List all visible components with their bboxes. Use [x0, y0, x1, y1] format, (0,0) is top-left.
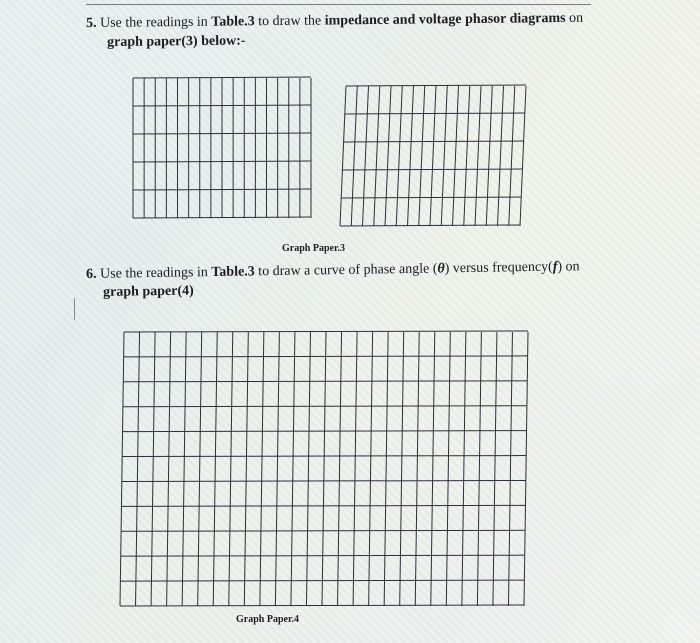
grid-vertical-line: [338, 332, 342, 606]
grid-vertical-line: [213, 332, 217, 606]
grid-horizontal-line: [122, 456, 526, 457]
grid-vertical-line: [431, 332, 435, 606]
question-5-line-1: [86, 11, 583, 31]
question-5-number: 5.: [86, 15, 97, 31]
q6-f-symbol: f: [552, 259, 558, 275]
top-rule: [86, 4, 591, 5]
grid-vertical-line: [396, 86, 402, 226]
grid-vertical-line: [260, 332, 264, 606]
grid-vertical-line: [415, 332, 419, 606]
grid-vertical-line: [167, 332, 171, 606]
grid-horizontal-line: [122, 480, 526, 481]
grid-vertical-line: [400, 332, 404, 606]
grid-vertical-line: [524, 332, 528, 606]
grid-vertical-line: [446, 332, 450, 606]
q6-table-ref: Table.3: [211, 264, 255, 281]
grid-vertical-line: [430, 86, 436, 226]
grid-vertical-line: [291, 332, 295, 606]
grid-horizontal-line: [133, 189, 311, 190]
grid-horizontal-line: [121, 530, 525, 531]
grid-horizontal-line: [133, 217, 311, 218]
grid-vertical-line: [353, 332, 357, 606]
grid-vertical-line: [351, 86, 357, 226]
grid-vertical-line: [275, 332, 279, 606]
grid-vertical-line: [120, 332, 124, 606]
grid-vertical-line: [509, 86, 515, 226]
grid-vertical-line: [151, 332, 155, 606]
grid-vertical-line: [198, 332, 202, 606]
grid-horizontal-line: [133, 105, 311, 106]
grid-vertical-line: [498, 86, 504, 226]
grid-horizontal-line: [133, 77, 311, 78]
grid-horizontal-line: [346, 85, 526, 86]
graph-paper-4-caption: Graph Paper.4: [236, 614, 299, 625]
grid-horizontal-line: [121, 505, 525, 506]
grid-vertical-line: [462, 332, 466, 606]
graph-paper-3-right-grid: [346, 86, 530, 228]
grid-horizontal-line: [133, 161, 311, 162]
question-5-line-2: [107, 34, 246, 50]
q5-text-a: Use the readings in: [99, 14, 212, 31]
margin-mark: [74, 298, 75, 320]
grid-vertical-line: [475, 86, 481, 226]
graph-paper-3-caption: Graph Paper.3: [282, 243, 345, 254]
grid-vertical-line: [244, 332, 248, 606]
grid-vertical-line: [374, 86, 380, 226]
graph-paper-3-left-grid: [133, 78, 315, 220]
grid-horizontal-line: [340, 225, 520, 226]
grid-horizontal-line: [120, 580, 524, 581]
grid-vertical-line: [363, 86, 369, 226]
q6-text-c: ) versus frequency(: [444, 259, 553, 277]
q6-line2-text: graph paper(4): [103, 283, 194, 300]
grid-horizontal-line: [123, 431, 527, 432]
grid-vertical-line: [136, 332, 140, 606]
grid-vertical-line: [508, 332, 512, 606]
q6-text-a: Use the readings in: [99, 265, 212, 282]
grid-vertical-line: [322, 332, 326, 606]
grid-horizontal-line: [345, 113, 525, 114]
grid-vertical-line: [453, 86, 459, 226]
grid-horizontal-line: [133, 133, 311, 134]
grid-vertical-line: [520, 86, 526, 226]
grid-horizontal-line: [342, 169, 522, 170]
grid-horizontal-line: [123, 381, 527, 382]
grid-vertical-line: [419, 86, 425, 226]
grid-vertical-line: [229, 332, 233, 606]
question-6-line-1: [86, 259, 580, 282]
q5-table-ref: Table.3: [211, 14, 255, 30]
grid-vertical-line: [306, 332, 310, 606]
grid-vertical-line: [340, 86, 346, 226]
grid-vertical-line: [493, 332, 497, 606]
grid-vertical-line: [486, 86, 492, 226]
grid-vertical-line: [477, 332, 481, 606]
grid-vertical-line: [464, 86, 470, 226]
grid-horizontal-line: [120, 605, 524, 606]
grid-horizontal-line: [124, 331, 528, 332]
grid-vertical-line: [408, 86, 414, 226]
q5-text-c: on: [565, 10, 584, 26]
grid-vertical-line: [182, 332, 186, 606]
q5-line2-text: graph paper(3) below:-: [107, 33, 246, 50]
grid-vertical-line: [441, 86, 447, 226]
grid-horizontal-line: [124, 356, 528, 357]
grid-vertical-line: [385, 86, 391, 226]
grid-horizontal-line: [341, 197, 521, 198]
grid-horizontal-line: [121, 555, 525, 556]
q6-theta-symbol: θ: [437, 261, 445, 277]
q6-text-d: ) on: [557, 259, 580, 275]
grid-vertical-line: [384, 332, 388, 606]
question-6-number: 6.: [86, 266, 97, 282]
grid-horizontal-line: [344, 141, 524, 142]
grid-horizontal-line: [123, 406, 527, 407]
q5-text-b: to draw the: [254, 13, 325, 30]
q6-text-b: to draw a curve of phase angle (: [254, 261, 438, 280]
q5-bold-phrase: impedance and voltage phasor diagrams: [324, 10, 566, 29]
grid-vertical-line: [369, 332, 373, 606]
question-6-line-2: [103, 284, 194, 300]
graph-paper-4-grid: [124, 332, 532, 610]
